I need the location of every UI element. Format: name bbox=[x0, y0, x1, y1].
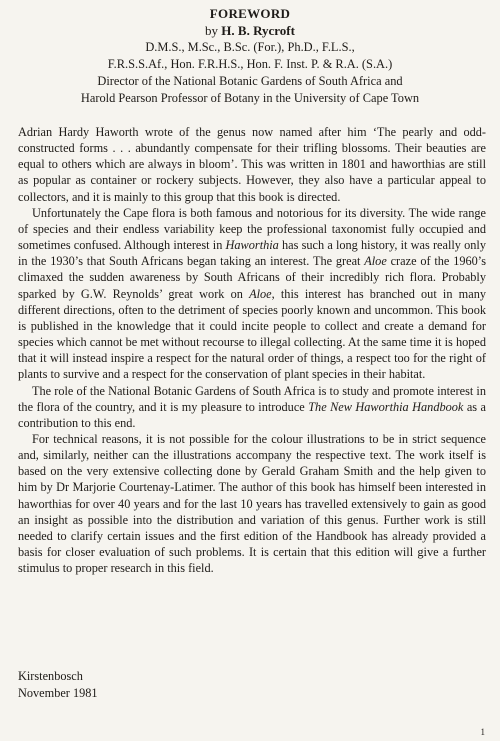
paragraph-2-text-b: has such a long history, it was really only in the 1930’s that South Africans began taking an interest. The great bbox=[18, 238, 486, 269]
signoff-place: Kirstenbosch bbox=[18, 669, 83, 683]
signoff-date: November 1981 bbox=[18, 685, 98, 700]
paragraph-2 bbox=[18, 205, 486, 383]
page-number: 1 bbox=[480, 727, 485, 737]
paragraph-3-text-a: The role of the National Botanic Gardens of South Africa is to study and promote interest in the flora of the country, and it is my pleasure to introduce bbox=[18, 383, 486, 414]
genus-aloe: Aloe bbox=[364, 254, 387, 269]
paragraph-2-text-a: Unfortunately the Cape flora is both famous and notorious for its diversity. The wide range of species and their endless variability keep the professional taxonomist fully occupied and sometimes confused. Although interest in bbox=[18, 205, 486, 253]
paragraph-4: For technical reasons, it is not possible for the colour illustrations to be in strict sequence and, similarly, neither can the illustrations accompany the respective text. The work itself is based on the very extensive collecting done by Gerald Graham Smith and the help given to him by Dr Marjorie Courtenay-Latimer. The author of this book has himself been interested in haworthias for over 40 years and for the last 10 years has travelled extensively to gain as good an insight as possible into the distribution and variation of this genus. Further work is still needed to clarify certain issues and the first edition of the Handbook has already provided a basis for closer evaluation of such problems. It is certain that this edition will give a further stimulus to proper research in this field. bbox=[18, 431, 486, 576]
paragraph-2-text-d: , this interest has branched out in many different directions, often to the detriment of species poorly known and uncommon. This book is published in the knowledge that it could incite people to collect and create a demand for species which cannot be met without recourse to illegal collecting. At the same time it is hoped that it will instead inspire a respect for the natural order of things, a respect too for the right of plants to survive and a respect for the conservation of plant species in their habitat. bbox=[18, 286, 486, 382]
paragraph-2-text-c: craze of the 1960’s climaxed the sudden awareness by South Africans of their incredibly rich flora. Probably sparked by G.W. Reynolds’ great work on bbox=[18, 254, 486, 301]
book-title: The New Haworthia Handbook bbox=[308, 399, 464, 414]
paragraph-1: Adrian Hardy Haworth wrote of the genus now named after him ‘The pearly and odd-constructed forms . . . abundantly compensate for their trifling blossoms. Their beauties are equal to others which are always in bloom’. This was written in 1801 and haworthias are still as popular as container or rockery subjects. However, they also have a particular appeal to collectors, and it is mainly to this group that this book is directed. bbox=[18, 125, 486, 204]
author-degrees-line-2: F.R.S.S.Af., Hon. F.R.H.S., Hon. F. Inst. P. & R.A. (S.A.) bbox=[107, 57, 393, 71]
author-degrees-line-1: D.M.S., M.Sc., B.Sc. (For.), Ph.D., F.L.S., bbox=[145, 40, 355, 54]
author-byline bbox=[0, 22, 500, 39]
paragraph-3 bbox=[18, 383, 486, 431]
page-title: FOREWORD bbox=[209, 6, 291, 21]
foreword-header bbox=[0, 6, 500, 107]
paragraph-3-text-b: as a contribution to this end. bbox=[18, 399, 486, 430]
by-label: by bbox=[205, 23, 219, 38]
genus-haworthia: Haworthia bbox=[225, 238, 279, 253]
signoff bbox=[18, 668, 98, 701]
author-name: H. B. Rycroft bbox=[221, 23, 295, 38]
genus-aloe-2: Aloe bbox=[249, 286, 272, 301]
author-position-line-2: Harold Pearson Professor of Botany in the University of Cape Town bbox=[80, 91, 420, 105]
author-position-line-1: Director of the National Botanic Gardens of South Africa and bbox=[97, 74, 403, 88]
foreword-body bbox=[18, 124, 486, 576]
